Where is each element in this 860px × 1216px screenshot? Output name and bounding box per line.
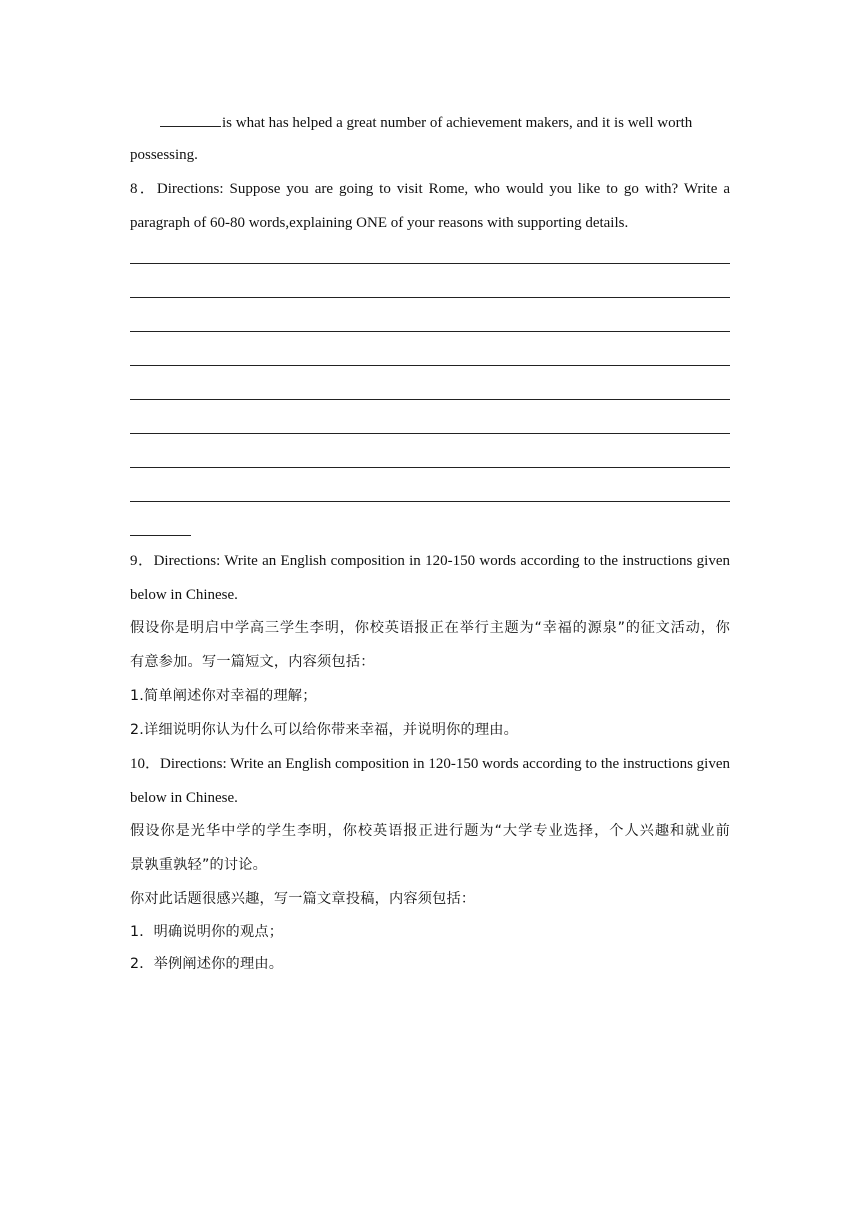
writing-line xyxy=(130,297,730,298)
writing-line xyxy=(130,331,730,332)
q9-point-1: 1.简单阐述你对幸福的理解； xyxy=(130,688,317,704)
q10-prompt-line-3: 你对此话题很感兴趣，写一篇文章投稿，内容须包括： xyxy=(130,891,476,907)
fill-in-blank xyxy=(160,112,221,127)
q8-directions-line-2: paragraph of 60-80 words,explaining ONE of your reasons with supporting details. xyxy=(130,215,629,231)
writing-line xyxy=(130,433,730,434)
q9-directions-line-1: 9．Directions: Write an English composition in 120-150 words according to the instructions given xyxy=(130,553,730,569)
writing-line-short xyxy=(130,535,191,536)
q7-text-1: is what has helped a great number of achievement makers, and it is well worth xyxy=(222,115,693,131)
q10-prompt-line-1: 假设你是光华中学的学生李明，你校英语报正进行题为“大学专业选择，个人兴趣和就业前 xyxy=(130,823,730,839)
q9-point-2: 2.详细说明你认为什么可以给你带来幸福，并说明你的理由。 xyxy=(130,722,519,738)
q10-directions-line-1: 10．Directions: Write an English composition in 120-150 words according to the instructions given xyxy=(130,756,730,772)
writing-line xyxy=(130,263,730,264)
q10-directions-line-2: below in Chinese. xyxy=(130,790,238,806)
q7-line-1 xyxy=(160,112,730,133)
q9-prompt-line-1: 假设你是明启中学高三学生李明，你校英语报正在举行主题为“幸福的源泉”的征文活动，你 xyxy=(130,620,730,636)
writing-line xyxy=(130,501,730,502)
q9-prompt-line-2: 有意参加。写一篇短文，内容须包括： xyxy=(130,654,375,670)
q10-point-1: 1．明确说明你的观点； xyxy=(130,924,284,940)
q9-directions-line-2: below in Chinese. xyxy=(130,587,238,603)
writing-line xyxy=(130,399,730,400)
writing-line xyxy=(130,365,730,366)
q10-prompt-line-2: 景孰重孰轻”的讨论。 xyxy=(130,857,268,873)
q8-directions-line-1: 8．Directions: Suppose you are going to visit Rome, who would you like to go with? Write a xyxy=(130,181,730,197)
q7-line-2: possessing. xyxy=(130,147,198,163)
writing-line xyxy=(130,467,730,468)
q10-point-2: 2．举例阐述你的理由。 xyxy=(130,956,284,972)
